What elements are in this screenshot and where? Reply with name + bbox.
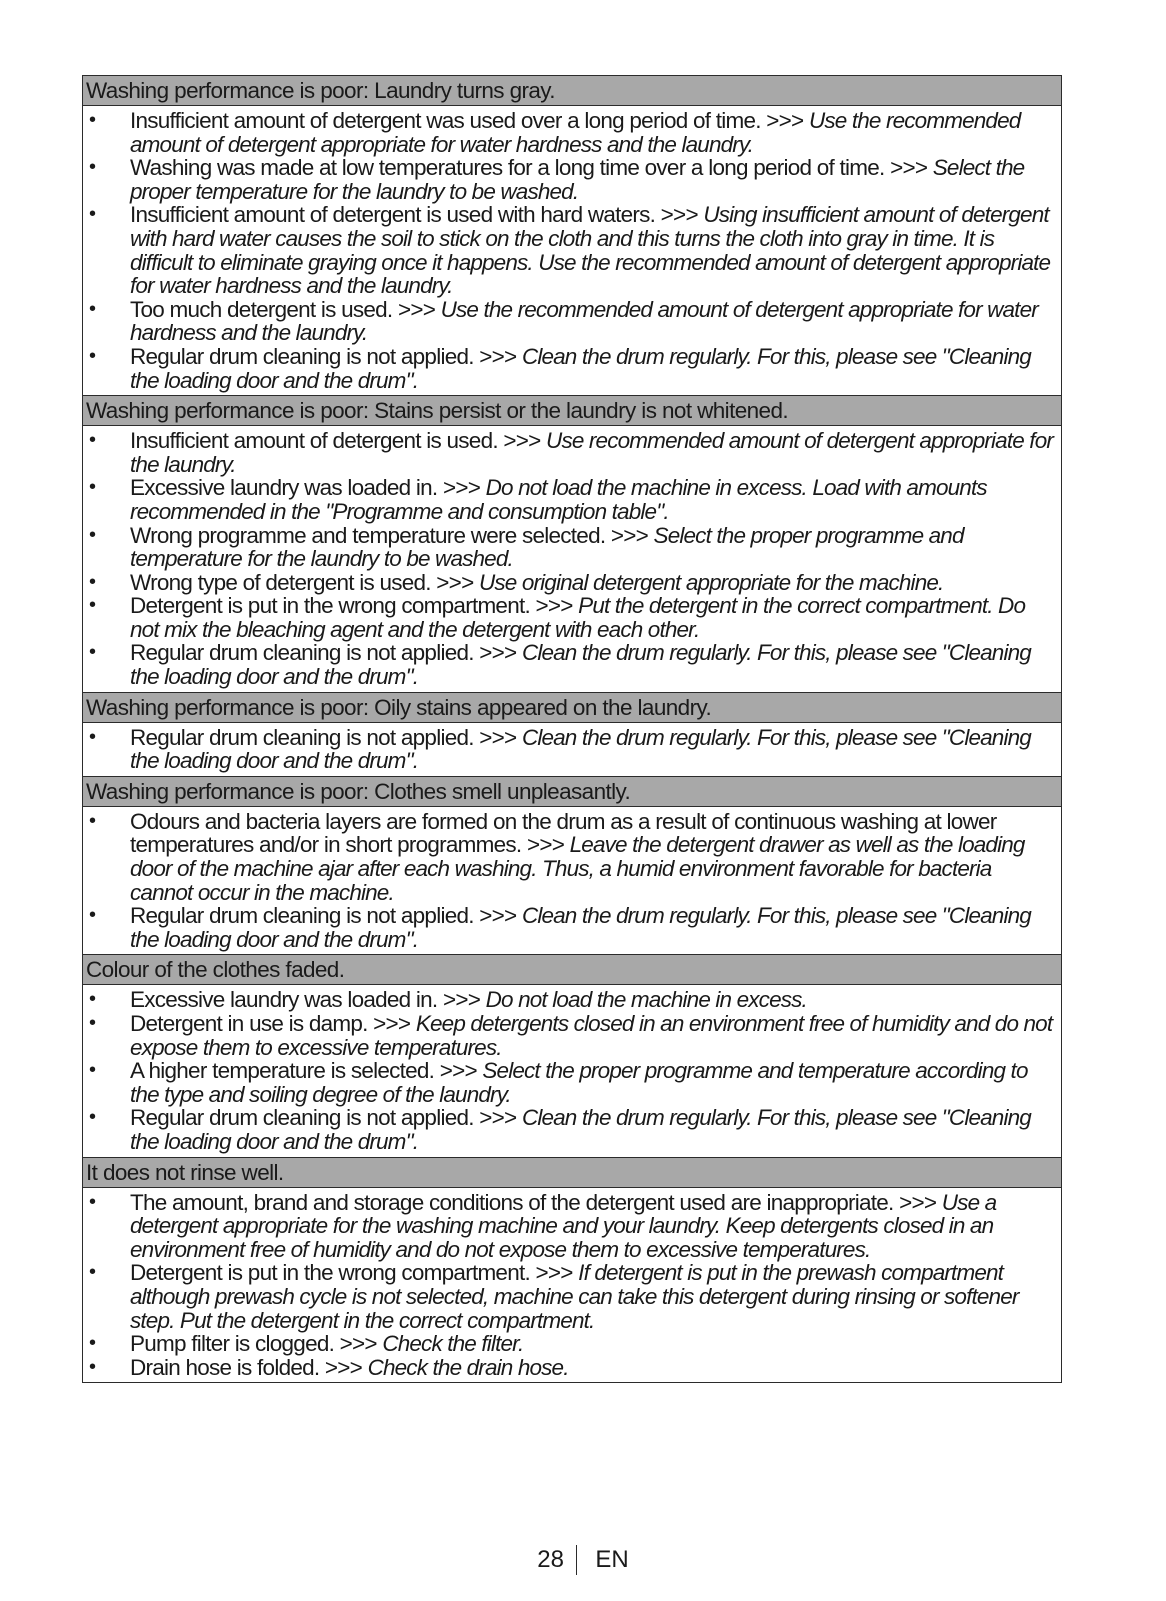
arrow-separator: >>> (397, 296, 436, 322)
arrow-separator: >>> (442, 475, 481, 501)
arrow-separator: >>> (479, 903, 517, 929)
problem-section (83, 955, 1061, 1157)
cause-text: Regular drum cleaning is not applied. (130, 1105, 474, 1131)
remedy-text: Do not load the machine in excess. Load with amounts recommended in the "Programme and consumption table". (130, 475, 987, 524)
problem-section (83, 777, 1061, 956)
cause-text: Odours and bacteria layers are formed on the drum as a result of continuous washing at lower temperatures and/or in short programmes. (130, 808, 997, 858)
bullet-icon: • (89, 594, 96, 617)
arrow-separator: >>> (479, 343, 517, 369)
remedy-text: Keep detergents closed in an environment free of humidity and do not expose them to excessive temperatures. (130, 1011, 1053, 1060)
arrow-separator: >>> (479, 640, 517, 666)
cause-text: Regular drum cleaning is not applied. (130, 343, 474, 369)
arrow-separator: >>> (526, 832, 565, 858)
cause-text: Detergent is put in the wrong compartment. (130, 593, 530, 619)
problem-heading: Colour of the clothes faded. (83, 955, 1061, 985)
solutions-list (83, 106, 1061, 396)
bullet-icon: • (89, 1190, 96, 1213)
remedy-text: Clean the drum regularly. For this, please see "Cleaning the loading door and the drum". (130, 343, 1031, 393)
remedy-text: Select the proper temperature for the laundry to be washed. (130, 155, 1025, 204)
bullet-icon: • (89, 297, 96, 320)
bullet-icon: • (89, 570, 96, 593)
cause-text: The amount, brand and storage conditions of the detergent used are inappropriate. (130, 1189, 894, 1215)
remedy-text: Use a detergent appropriate for the washing machine and your laundry. Keep detergents closed in an environment free of humidity and do not expose them to excessive temperatures. (130, 1189, 997, 1262)
cause-text: Excessive laundry was loaded in. (130, 987, 438, 1013)
list-item (83, 1261, 1057, 1332)
remedy-text: Clean the drum regularly. For this, please see "Cleaning the loading door and the drum". (130, 903, 1031, 952)
list-item (83, 203, 1057, 297)
bullet-icon: • (89, 156, 96, 179)
remedy-text: Clean the drum regularly. For this, please see "Cleaning the loading door and the drum". (130, 1105, 1031, 1154)
cause-text: Too much detergent is used. (130, 296, 393, 322)
cause-text: Regular drum cleaning is not applied. (130, 640, 474, 666)
problem-heading: Washing performance is poor: Clothes smell unpleasantly. (83, 777, 1061, 807)
remedy-text: Use the recommended amount of detergent appropriate for water hardness and the laundry. (130, 296, 1038, 346)
list-item (83, 109, 1057, 156)
solutions-list (83, 723, 1061, 777)
list-item (83, 1106, 1057, 1153)
bullet-icon: • (89, 1012, 96, 1034)
arrow-separator: >>> (899, 1189, 937, 1215)
list-item (83, 726, 1057, 773)
arrow-separator: >>> (339, 1331, 377, 1357)
problem-section (83, 693, 1061, 777)
cause-text: A higher temperature is selected. (130, 1058, 435, 1084)
language-code: EN (595, 1546, 629, 1573)
list-item (83, 429, 1057, 476)
cause-text: Wrong type of detergent is used. (130, 569, 431, 595)
remedy-text: Clean the drum regularly. For this, please see "Cleaning the loading door and the drum". (130, 724, 1031, 774)
remedy-text: Select the proper programme and temperature according to the type and soiling degree of the laundry. (130, 1058, 1028, 1107)
bullet-icon: • (89, 1355, 96, 1378)
list-item (83, 345, 1057, 392)
remedy-text: Clean the drum regularly. For this, please see "Cleaning the loading door and the drum". (130, 640, 1031, 690)
problem-heading: It does not rinse well. (83, 1158, 1061, 1188)
list-item (83, 571, 1057, 595)
list-item (83, 524, 1057, 571)
arrow-separator: >>> (503, 428, 541, 454)
problem-heading: Washing performance is poor: Laundry turns gray. (83, 76, 1061, 106)
cause-text: Wrong programme and temperature were selected. (130, 522, 606, 548)
list-item (83, 1356, 1057, 1380)
list-item (83, 1059, 1057, 1106)
bullet-icon: • (89, 725, 96, 748)
cause-text: Insufficient amount of detergent is used with hard waters. (130, 202, 656, 228)
remedy-text: Use original detergent appropriate for the machine. (478, 569, 944, 595)
list-item (83, 988, 1057, 1012)
troubleshooting-table (82, 75, 1062, 1383)
list-item (83, 298, 1057, 345)
cause-text: Insufficient amount of detergent was used over a long period of time. (130, 108, 761, 133)
list-item (83, 810, 1057, 904)
solutions-list (83, 807, 1061, 956)
bullet-icon: • (89, 1059, 96, 1082)
arrow-separator: >>> (479, 1105, 517, 1131)
bullet-icon: • (89, 988, 96, 1011)
bullet-icon: • (89, 109, 96, 131)
list-item (83, 1332, 1057, 1356)
arrow-separator: >>> (373, 1011, 411, 1036)
arrow-separator: >>> (610, 522, 649, 548)
problem-heading: Washing performance is poor: Stains persist or the laundry is not whitened. (83, 396, 1061, 426)
cause-text: Regular drum cleaning is not applied. (130, 724, 474, 750)
remedy-text: Do not load the machine in excess. (485, 987, 807, 1013)
cause-text: Pump filter is clogged. (130, 1331, 335, 1357)
solutions-list (83, 985, 1061, 1157)
remedy-text: Using insufficient amount of detergent with hard water causes the soil to stick on the cloth and this turns the cloth into gray in time. It is difficult to eliminate graying once it happens. Use the recommended amount of detergent appropriate for water hardness and the laundry. (130, 202, 1051, 299)
remedy-text: Put the detergent in the correct compartment. Do not mix the bleaching agent and the detergent with each other. (130, 593, 1026, 642)
cause-text: Excessive laundry was loaded in. (130, 475, 438, 501)
list-item (83, 1191, 1057, 1262)
arrow-separator: >>> (660, 202, 698, 228)
bullet-icon: • (89, 1261, 96, 1284)
bullet-icon: • (89, 809, 96, 832)
remedy-text: Check the drain hose. (367, 1354, 569, 1380)
problem-section (83, 396, 1061, 693)
remedy-text: Leave the detergent drawer as well as the loading door of the machine ajar after each washing. Thus, a humid environment favorable for bacteria cannot occur in the machine. (130, 832, 1025, 905)
bullet-icon: • (89, 203, 96, 226)
arrow-separator: >>> (442, 987, 481, 1013)
list-item (83, 1012, 1057, 1059)
arrow-separator: >>> (535, 593, 573, 619)
cause-text: Regular drum cleaning is not applied. (130, 903, 474, 929)
remedy-text: Select the proper programme and temperature for the laundry to be washed. (130, 522, 964, 572)
arrow-separator: >>> (436, 569, 474, 595)
remedy-text: If detergent is put in the prewash compartment although prewash cycle is not selected, machine can take this detergent during rinsing or softener step. Put the detergent in the correct compartment. (130, 1260, 1019, 1333)
bullet-icon: • (89, 904, 96, 927)
bullet-icon: • (89, 429, 96, 452)
bullet-icon: • (89, 1106, 96, 1129)
bullet-icon: • (89, 523, 96, 546)
cause-text: Drain hose is folded. (130, 1354, 320, 1380)
cause-text: Insufficient amount of detergent is used. (130, 428, 498, 454)
problem-section (83, 1158, 1061, 1383)
arrow-separator: >>> (535, 1260, 573, 1286)
list-item (83, 641, 1057, 688)
cause-text: Detergent in use is damp. (130, 1011, 368, 1036)
arrow-separator: >>> (766, 108, 804, 133)
arrow-separator: >>> (439, 1058, 477, 1084)
list-item (83, 594, 1057, 641)
list-item (83, 156, 1057, 203)
remedy-text: Use the recommended amount of detergent appropriate for water hardness and the laundry. (130, 108, 1021, 157)
arrow-separator: >>> (479, 724, 517, 750)
bullet-icon: • (89, 344, 96, 367)
cause-text: Washing was made at low temperatures for a long time over a long period of time. (130, 155, 885, 181)
bullet-icon: • (89, 476, 96, 499)
solutions-list (83, 1188, 1061, 1383)
remedy-text: Use recommended amount of detergent appropriate for the laundry. (130, 428, 1054, 477)
list-item (83, 904, 1057, 951)
list-item (83, 476, 1057, 523)
page-number: 28 (537, 1546, 564, 1573)
solutions-list (83, 426, 1061, 693)
remedy-text: Check the filter. (382, 1331, 524, 1357)
arrow-separator: >>> (890, 155, 928, 181)
cause-text: Detergent is put in the wrong compartment. (130, 1260, 530, 1286)
problem-heading: Washing performance is poor: Oily stains appeared on the laundry. (83, 693, 1061, 723)
arrow-separator: >>> (324, 1354, 363, 1380)
problem-section (83, 76, 1061, 396)
page-footer (0, 1545, 1166, 1575)
bullet-icon: • (89, 641, 96, 664)
bullet-icon: • (89, 1332, 96, 1355)
